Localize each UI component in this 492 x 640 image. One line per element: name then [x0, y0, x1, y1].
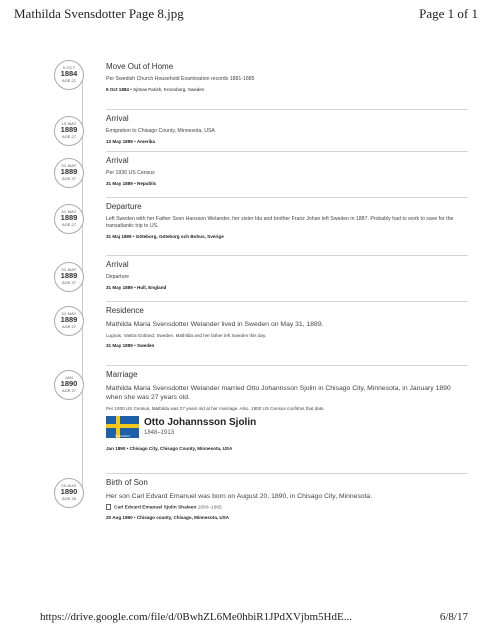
badge-age: AGE 28: [61, 496, 76, 501]
event-title: Departure: [106, 202, 142, 211]
page-count: Page 1 of 1: [419, 6, 478, 21]
badge-age: AGE 27: [61, 324, 76, 329]
event-title: Arrival: [106, 114, 129, 123]
date-badge: [54, 478, 84, 508]
badge-year: 1889: [60, 125, 78, 134]
print-header: [14, 6, 478, 24]
event-date: 31 May 1889: [106, 285, 133, 290]
event-date: 31 May 1889: [106, 343, 133, 348]
event-date: 9 Oct 1884: [106, 87, 129, 92]
event-date-place: 31 Maj 1889 • Göteborg, Göteborg och Bohus, Sverige: [106, 234, 224, 239]
event-title: Arrival: [106, 260, 129, 269]
date-badge: [54, 262, 84, 292]
date-badge: [54, 306, 84, 336]
event-place: Göteborg, Göteborg och Bohus, Sverige: [135, 234, 224, 239]
badge-year: 1889: [60, 213, 78, 222]
badge-age: AGE 27: [61, 176, 76, 181]
badge-year: 1889: [60, 271, 78, 280]
spouse-name[interactable]: Otto Johannsson Sjolin: [144, 417, 257, 428]
event-note: Lugnas, Vastra Gotland, Sweden. Mathilda and her father left Sweden this day.: [106, 333, 267, 338]
event-content: [106, 304, 468, 366]
event-place: Sweden: [137, 343, 155, 348]
badge-year: 1890: [60, 487, 78, 496]
date-badge: [54, 116, 84, 146]
event-content: [106, 476, 468, 548]
source-url: https://drive.google.com/file/d/0BwhZL6Me0hbiR1JPdXVjbm5HdE...: [40, 611, 352, 623]
spouse-dates: 1848–1913: [144, 430, 175, 436]
event-date-place: Jan 1890 • Chisago City, Chisago County, Minnesota, USA: [106, 446, 233, 451]
event-note: Per 1930 US Census, Mathilda was 27 years old at her marriage. Also, 1900 US Census confirms that date.: [106, 406, 325, 411]
event-description: Departure: [106, 274, 130, 280]
event-description: Per Swedish Church Household Examination records 1881-1885: [106, 76, 255, 82]
event-date-place: 31 May 1889 • Sweden: [106, 343, 155, 348]
timeline-event-marriage: [58, 368, 468, 474]
badge-day: 31 MAY: [61, 311, 77, 316]
badge-day: 20 AUG: [61, 483, 77, 488]
event-description: Emigration to Chisago County, Minnesota, USA: [106, 128, 215, 134]
event-description: Left Sweden with her Father Sven Hansson Welander, her sister Ida and brother Franz Johan left Sweden in 1887. Probably had to work to save for the transatlantic trip to US.: [106, 216, 454, 229]
event-date-place: 31 May 1889 • Hull, England: [106, 285, 167, 290]
badge-age: AGE 21: [61, 78, 76, 83]
event-date-place: 20 Aug 1890 • Chisago county, Chisago, Minnesota, USA: [106, 515, 230, 521]
badge-day: 31 MAY: [61, 267, 77, 272]
badge-age: AGE 27: [61, 388, 76, 393]
event-content: [106, 200, 468, 256]
print-date: 6/8/17: [439, 611, 468, 623]
badge-year: 1889: [60, 167, 78, 176]
badge-age: AGE 27: [61, 222, 76, 227]
badge-year: 1889: [60, 315, 78, 324]
child-dates: 1890–1965: [197, 505, 222, 511]
event-date-place: 9 Oct 1884 • Sjösas Parish, Kronoborg, Sweden: [106, 87, 205, 92]
child-name[interactable]: Carl Edvard Emanuel Sjolin Shaleen: [114, 505, 197, 511]
event-place: Republic: [137, 181, 157, 186]
timeline-event-arrival: [58, 112, 468, 152]
event-title: Birth of Son: [106, 478, 148, 487]
event-title: Marriage: [106, 370, 138, 379]
timeline-event-arrival: [58, 154, 468, 198]
event-content: [106, 60, 468, 110]
timeline-event-move-out: [58, 60, 468, 110]
event-date: 20 Aug 1890: [106, 515, 133, 521]
badge-day: 31 MAY: [61, 163, 77, 168]
date-badge: [54, 370, 84, 400]
timeline-event-departure: [58, 200, 468, 256]
event-title: Arrival: [106, 156, 129, 165]
event-place: Hull, England: [137, 285, 167, 290]
event-date: 31 May 1889: [106, 181, 133, 186]
event-title: Move Out of Home: [106, 62, 174, 71]
event-date-place: 31 May 1889 • Republic: [106, 181, 157, 186]
badge-day: 13 MAY: [61, 121, 77, 126]
event-content: [106, 154, 468, 198]
child-record-link[interactable]: [106, 504, 468, 511]
badge-year: 1884: [60, 69, 78, 78]
badge-age: AGE 27: [61, 280, 76, 285]
date-badge: [54, 60, 84, 90]
sweden-flag-icon: [106, 416, 139, 438]
event-content: [106, 112, 468, 152]
badge-day: JAN: [64, 375, 74, 380]
event-place: Chisago county, Chisago, Minnesota, USA: [136, 515, 230, 521]
event-title: Residence: [106, 306, 144, 315]
timeline-event-birth-of-son: [58, 476, 468, 548]
event-description: Her son Carl Edvard Emanuel was born on August 20, 1890, in Chisago City, Minnesota.: [106, 493, 373, 500]
badge-day: 9 OCT: [62, 65, 76, 70]
event-description: Per 1930 US Census: [106, 170, 155, 176]
event-date: Jan 1890: [106, 446, 126, 451]
event-place: Chisago City, Chisago County, Minnesota, USA: [129, 446, 233, 451]
document-icon: [106, 504, 111, 510]
event-place: Sjösas Parish, Kronoborg, Sweden: [133, 87, 205, 92]
event-description: Mathilda Maria Svensdotter Welander lived in Sweden on May 31, 1889.: [106, 321, 324, 328]
event-date: 13 May 1889: [106, 139, 133, 144]
event-description: Mathilda Maria Svensdotter Welander married Otto Johannsson Sjolin in Chisago City, Minnesota, in January 1890 when she was 27 years old.: [106, 385, 451, 401]
badge-age: AGE 27: [61, 134, 76, 139]
spouse-card[interactable]: [106, 416, 468, 442]
event-date-place: 13 May 1889 • Amerika: [106, 139, 155, 144]
badge-day: 31 MAY: [61, 209, 77, 214]
date-badge: [54, 204, 84, 234]
date-badge: [54, 158, 84, 188]
timeline-event-arrival: [58, 258, 468, 302]
event-content: [106, 258, 468, 302]
document-title: Mathilda Svensdotter Page 8.jpg: [14, 6, 184, 21]
event-date: 31 Maj 1889: [106, 234, 132, 239]
badge-year: 1890: [60, 379, 78, 388]
timeline-event-residence: [58, 304, 468, 366]
flag-caption: SWEDEN: [115, 434, 130, 438]
event-place: Amerika: [136, 139, 155, 144]
event-content: [106, 368, 468, 474]
